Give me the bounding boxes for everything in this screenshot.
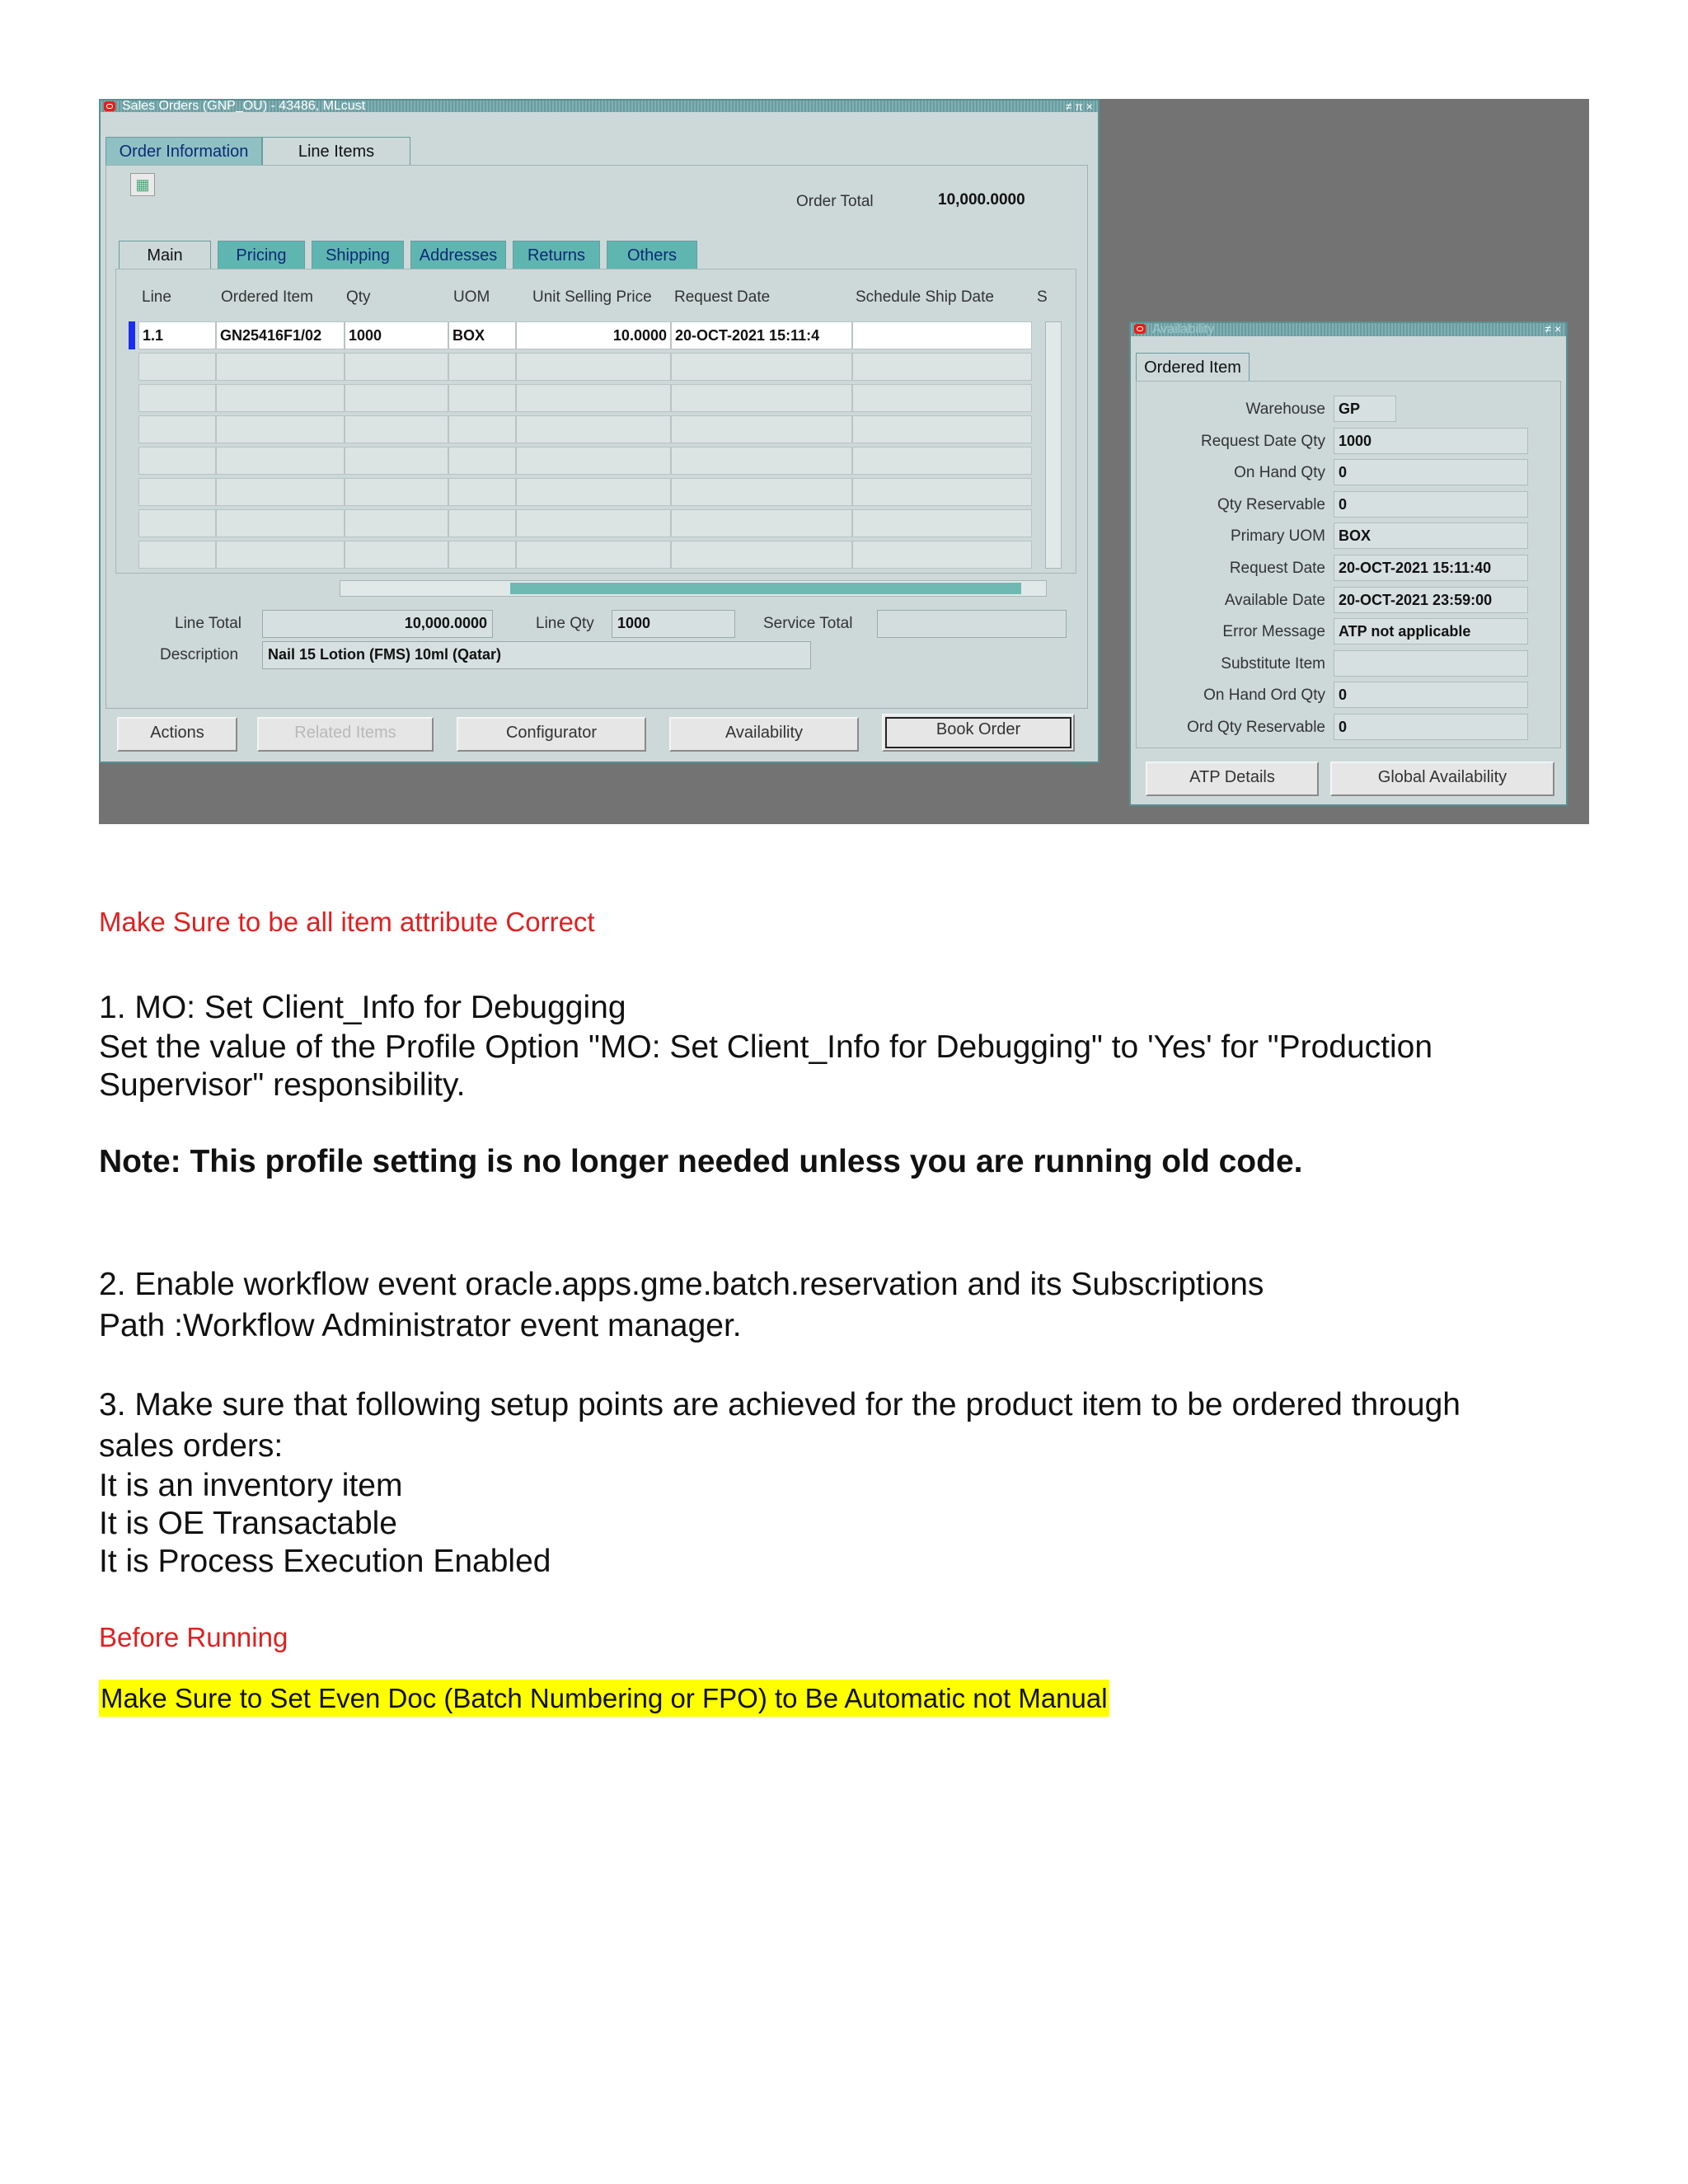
grid-cell-empty[interactable] bbox=[516, 384, 671, 412]
step1-title: 1. MO: Set Client_Info for Debugging bbox=[99, 990, 626, 1025]
horizontal-scrollbar-thumb[interactable] bbox=[510, 583, 1021, 594]
grid-cell-empty[interactable] bbox=[516, 447, 671, 475]
service-total-field[interactable] bbox=[877, 610, 1067, 638]
tab-order-information[interactable]: Order Information bbox=[106, 137, 262, 166]
book-order-button[interactable]: Book Order bbox=[882, 714, 1075, 752]
availability-field-value[interactable]: GP bbox=[1334, 396, 1396, 422]
availability-field-value[interactable] bbox=[1334, 650, 1528, 677]
availability-field-value[interactable]: 0 bbox=[1334, 682, 1528, 708]
oracle-icon bbox=[1134, 324, 1146, 334]
grid-cell-empty[interactable] bbox=[671, 353, 852, 381]
availability-field-label: Qty Reservable bbox=[1217, 495, 1325, 513]
grid-cell-empty[interactable] bbox=[671, 478, 852, 506]
grid-cell-empty[interactable] bbox=[852, 478, 1032, 506]
actions-button[interactable]: Actions bbox=[117, 717, 237, 752]
sales-orders-titlebar[interactable] bbox=[101, 101, 1098, 112]
grid-cell-empty[interactable] bbox=[138, 415, 216, 443]
cell-unit-selling-price[interactable]: 10.0000 bbox=[516, 321, 671, 349]
horizontal-scrollbar[interactable] bbox=[340, 580, 1047, 597]
step2-line1: 2. Enable workflow event oracle.apps.gme.batch.reservation and its Subscriptions bbox=[99, 1267, 1264, 1302]
grid-cell-empty[interactable] bbox=[671, 447, 852, 475]
line-qty-field[interactable]: 1000 bbox=[612, 610, 735, 638]
note-item-attributes: Make Sure to be all item attribute Correct bbox=[99, 907, 595, 937]
grid-cell-empty[interactable] bbox=[852, 384, 1032, 412]
global-availability-button[interactable]: Global Availability bbox=[1330, 762, 1554, 796]
availability-field-label: Available Date bbox=[1224, 591, 1325, 609]
grid-cell-empty[interactable] bbox=[138, 541, 216, 569]
col-header-unit-selling-price: Unit Selling Price bbox=[532, 288, 652, 306]
cell-line[interactable]: 1.1 bbox=[138, 321, 216, 349]
grid-cell-empty[interactable] bbox=[516, 509, 671, 537]
grid-cell-empty[interactable] bbox=[516, 353, 671, 381]
availability-field-label: Request Date bbox=[1229, 560, 1325, 577]
tab-returns[interactable]: Returns bbox=[513, 241, 600, 269]
grid-cell-empty[interactable] bbox=[448, 541, 516, 569]
highlighted-note bbox=[99, 1683, 1109, 1714]
availability-field-label: Ord Qty Reservable bbox=[1187, 719, 1325, 736]
availability-field-label: Primary UOM bbox=[1230, 527, 1325, 546]
step1-line2: Supervisor" responsibility. bbox=[99, 1067, 466, 1103]
grid-cell-empty[interactable] bbox=[216, 353, 345, 381]
grid-cell-empty[interactable] bbox=[138, 478, 216, 506]
grid-cell-empty[interactable] bbox=[448, 353, 516, 381]
step1-line1: Set the value of the Profile Option "MO: Set Client_Info for Debugging" to 'Yes' for "Production bbox=[99, 1029, 1433, 1065]
grid-cell-empty[interactable] bbox=[345, 353, 448, 381]
grid-cell-empty[interactable] bbox=[345, 509, 448, 537]
availability-field-value[interactable]: 0 bbox=[1334, 491, 1528, 518]
availability-field-label: Warehouse bbox=[1245, 401, 1325, 418]
line-qty-label: Line Qty bbox=[536, 615, 594, 632]
grid-cell-empty[interactable] bbox=[852, 353, 1032, 381]
availability-field-label: On Hand Qty bbox=[1234, 464, 1325, 482]
description-label: Description bbox=[160, 646, 239, 663]
tab-line-items[interactable]: Line Items bbox=[262, 137, 410, 166]
atp-details-button[interactable]: ATP Details bbox=[1146, 762, 1319, 796]
step2-line2: Path :Workflow Administrator event manager. bbox=[99, 1308, 742, 1343]
configurator-button[interactable]: Configurator bbox=[457, 717, 646, 752]
availability-field-label: Request Date Qty bbox=[1200, 432, 1325, 450]
grid-cell-empty[interactable] bbox=[448, 478, 516, 506]
cell-ordered-item[interactable]: GN25416F1/02 bbox=[216, 321, 345, 349]
availability-window-title: Availability bbox=[1152, 323, 1215, 336]
grid-cell-empty[interactable] bbox=[448, 447, 516, 475]
cell-request-date[interactable]: 20-OCT-2021 15:11:4 bbox=[671, 321, 852, 349]
grid-cell-empty[interactable] bbox=[852, 415, 1032, 443]
order-total-label: Order Total bbox=[796, 193, 874, 210]
grid-cell-empty[interactable] bbox=[345, 384, 448, 412]
grid-cell-empty[interactable] bbox=[448, 509, 516, 537]
highlighted-note-text: Make Sure to Set Even Doc (Batch Numbering or FPO) to Be Automatic not Manual bbox=[99, 1680, 1109, 1717]
grid-cell-empty[interactable] bbox=[345, 478, 448, 506]
grid-cell-empty[interactable] bbox=[216, 384, 345, 412]
availability-field-value[interactable]: 1000 bbox=[1334, 428, 1528, 454]
grid-cell-empty[interactable] bbox=[516, 415, 671, 443]
grid-cell-empty[interactable] bbox=[448, 415, 516, 443]
availability-field-value[interactable]: 0 bbox=[1334, 714, 1528, 740]
availability-field-value[interactable]: 20-OCT-2021 23:59:00 bbox=[1334, 587, 1528, 613]
grid-cell-empty[interactable] bbox=[448, 384, 516, 412]
tab-others[interactable]: Others bbox=[607, 241, 697, 269]
tab-addresses[interactable]: Addresses bbox=[410, 241, 506, 269]
availability-field-label: On Hand Ord Qty bbox=[1203, 687, 1325, 705]
cell-uom[interactable]: BOX bbox=[448, 321, 516, 349]
grid-cell-empty[interactable] bbox=[138, 509, 216, 537]
grid-cell-empty[interactable] bbox=[138, 384, 216, 412]
grid-cell-empty[interactable] bbox=[516, 541, 671, 569]
grid-cell-empty[interactable] bbox=[345, 415, 448, 443]
col-header-ordered-item: Ordered Item bbox=[221, 288, 313, 306]
cell-qty[interactable]: 1000 bbox=[345, 321, 448, 349]
grid-cell-empty[interactable] bbox=[852, 509, 1032, 537]
col-header-uom: UOM bbox=[453, 288, 490, 306]
grid-cell-empty[interactable] bbox=[671, 384, 852, 412]
step3-item3: It is Process Execution Enabled bbox=[99, 1544, 551, 1579]
tab-shipping[interactable]: Shipping bbox=[312, 241, 404, 269]
grid-cell-empty[interactable] bbox=[216, 541, 345, 569]
vertical-scrollbar[interactable] bbox=[1045, 321, 1062, 569]
col-header-schedule-ship-date: Schedule Ship Date bbox=[856, 288, 994, 306]
col-header-line: Line bbox=[142, 288, 171, 306]
note-before-running: Before Running bbox=[99, 1622, 288, 1652]
current-record-indicator bbox=[129, 321, 135, 349]
step3-line1: 3. Make sure that following setup points are achieved for the product item to be ordered through bbox=[99, 1387, 1461, 1422]
cell-schedule-ship-date[interactable] bbox=[852, 321, 1032, 349]
grid-cell-empty[interactable] bbox=[216, 478, 345, 506]
folder-icon[interactable]: ▦ bbox=[130, 173, 155, 196]
line-total-field[interactable]: 10,000.0000 bbox=[262, 610, 493, 638]
availability-titlebar[interactable] bbox=[1131, 323, 1566, 336]
col-header-s: S bbox=[1037, 288, 1048, 306]
availability-button[interactable]: Availability bbox=[669, 717, 859, 752]
service-total-label: Service Total bbox=[763, 615, 853, 632]
step3-item1: It is an inventory item bbox=[99, 1468, 403, 1503]
grid-cell-empty[interactable] bbox=[671, 415, 852, 443]
related-items-button[interactable]: Related Items bbox=[257, 717, 434, 752]
grid-cell-empty[interactable] bbox=[216, 415, 345, 443]
availability-field-value[interactable]: 20-OCT-2021 15:11:40 bbox=[1334, 555, 1528, 581]
availability-field-label: Error Message bbox=[1222, 623, 1325, 641]
grid-cell-empty[interactable] bbox=[852, 447, 1032, 475]
window-controls-icon[interactable]: ≠ π × bbox=[1065, 101, 1093, 112]
window-title: Sales Orders (GNP_OU) - 43486, MLcust bbox=[122, 101, 366, 112]
availability-field-label: Substitute Item bbox=[1221, 654, 1325, 673]
grid-cell-empty[interactable] bbox=[216, 509, 345, 537]
availability-field-value[interactable]: 0 bbox=[1334, 459, 1528, 485]
grid-cell-empty[interactable] bbox=[216, 447, 345, 475]
order-total-value: 10,000.0000 bbox=[938, 191, 1025, 209]
col-header-qty: Qty bbox=[346, 288, 371, 306]
availability-field-value[interactable]: ATP not applicable bbox=[1334, 618, 1528, 644]
description-field[interactable]: Nail 15 Lotion (FMS) 10ml (Qatar) bbox=[262, 641, 811, 669]
step3-item2: It is OE Transactable bbox=[99, 1506, 397, 1541]
grid-cell-empty[interactable] bbox=[852, 541, 1032, 569]
tab-ordered-item[interactable]: Ordered Item bbox=[1136, 353, 1250, 382]
col-header-request-date: Request Date bbox=[674, 288, 771, 306]
oracle-icon bbox=[104, 101, 115, 111]
tab-main[interactable]: Main bbox=[119, 241, 211, 269]
availability-window-controls-icon[interactable]: ≠ × bbox=[1545, 323, 1561, 335]
step3-line2: sales orders: bbox=[99, 1428, 284, 1464]
availability-field-value[interactable]: BOX bbox=[1334, 523, 1528, 549]
grid-cell-empty[interactable] bbox=[671, 541, 852, 569]
grid-cell-empty[interactable] bbox=[516, 478, 671, 506]
tab-pricing[interactable]: Pricing bbox=[218, 241, 305, 269]
note-profile-setting: Note: This profile setting is no longer needed unless you are running old code. bbox=[99, 1144, 1303, 1179]
grid-cell-empty[interactable] bbox=[138, 353, 216, 381]
grid-cell-empty[interactable] bbox=[138, 447, 216, 475]
line-total-label: Line Total bbox=[175, 615, 241, 632]
grid-cell-empty[interactable] bbox=[345, 541, 448, 569]
grid-cell-empty[interactable] bbox=[345, 447, 448, 475]
grid-cell-empty[interactable] bbox=[671, 509, 852, 537]
